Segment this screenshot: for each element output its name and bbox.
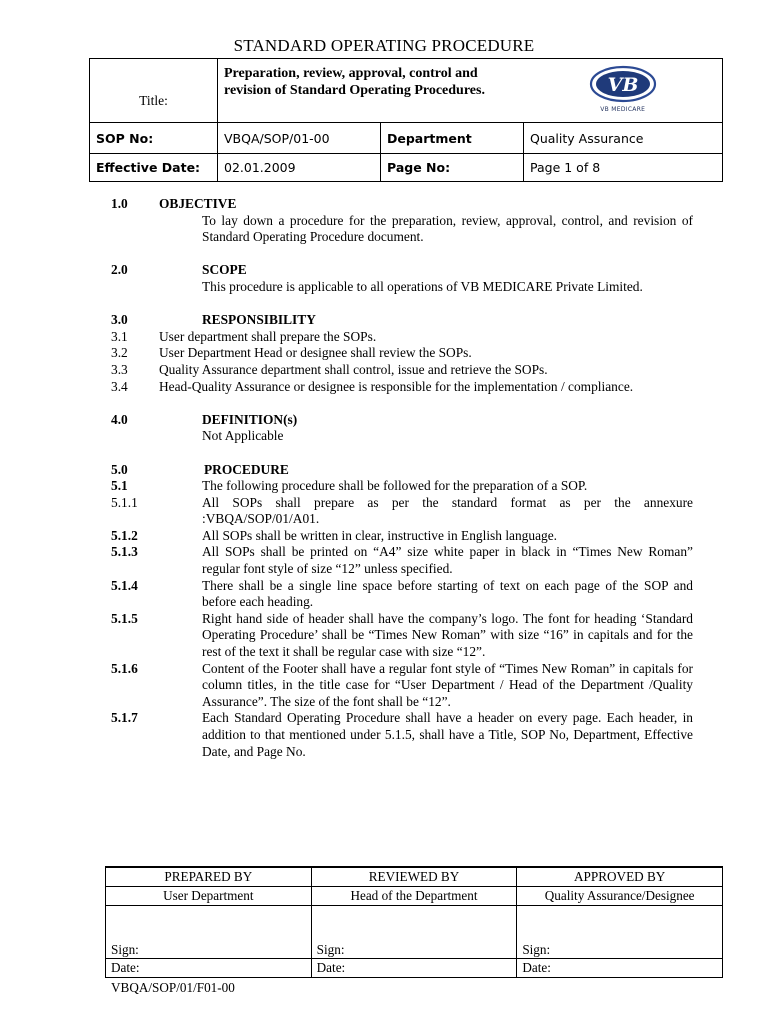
list-item	[111, 578, 693, 611]
list-item	[111, 528, 693, 545]
item-text: All SOPs shall be printed on “A4” size white paper in black in “Times New Roman” regular font style of size “12” unless specified.	[202, 544, 693, 577]
footer-form-code: VBQA/SOP/01/F01-00	[111, 980, 235, 995]
reviewed-by-header: REVIEWED BY	[311, 867, 517, 887]
sop-no-label: SOP No:	[90, 123, 218, 154]
section-title: PROCEDURE	[204, 461, 289, 477]
title-text: Preparation, review, approval, control and revision of Standard Operating Procedures.	[218, 59, 524, 123]
prepared-by-dept: User Department	[106, 887, 312, 906]
objective-text: To lay down a procedure for the preparation, review, approval, control, and revision of Standard Operating Procedure document.	[202, 212, 693, 245]
section-objective-heading	[111, 196, 693, 213]
item-text: Right hand side of header shall have the company’s logo. The font for heading ‘Standard Operating Procedure’ shall be “Times New Roman” with size “16” in capitals and for the rest of the text it shall be regular case with size “12”.	[202, 610, 693, 660]
signoff-table	[105, 866, 723, 978]
item-text: The following procedure shall be followed for the preparation of a SOP.	[202, 478, 588, 494]
approved-date-field: Date:	[517, 959, 723, 978]
prepared-date-field: Date:	[106, 959, 312, 978]
title-label-cell	[90, 59, 218, 123]
approved-by-header: APPROVED BY	[517, 867, 723, 887]
prepared-by-header: PREPARED BY	[106, 867, 312, 887]
item-text: Head-Quality Assurance or designee is responsible for the implementation / compliance.	[159, 378, 634, 394]
list-item	[111, 379, 693, 396]
item-number: 5.1.5	[111, 610, 138, 626]
item-text: Each Standard Operating Procedure shall have a header on every page. Each header, in addition to that mentioned under 5.1.5, shall have a Title, SOP No, Department, Effective Date, and Page No.	[202, 710, 693, 759]
item-number: 5.1.4	[111, 577, 138, 593]
page-no-value: Page 1 of 8	[524, 154, 723, 182]
item-number: 5.1.1	[111, 494, 138, 510]
item-text: There shall be a single line space before starting of text on each page of the SOP and before each heading.	[202, 577, 693, 610]
list-item	[111, 362, 693, 379]
scope-text: This procedure is applicable to all operations of VB MEDICARE Private Limited.	[202, 278, 643, 294]
list-item	[111, 478, 693, 495]
effective-date-label: Effective Date:	[90, 154, 218, 182]
item-number: 5.1.2	[111, 527, 138, 543]
logo-caption: VB MEDICARE	[600, 106, 646, 113]
logo-letters: VB	[607, 74, 639, 96]
approved-by-dept: Quality Assurance/Designee	[517, 887, 723, 906]
section-title: SCOPE	[202, 262, 247, 278]
list-item	[111, 710, 693, 760]
section-number: 3.0	[111, 312, 128, 328]
definitions-text: Not Applicable	[202, 428, 284, 444]
page-no-label: Page No:	[381, 154, 524, 182]
section-scope-heading	[111, 262, 693, 279]
item-text: Content of the Footer shall have a regular font style of “Times New Roman” in capitals for column titles, in the title case for “User Department / Head of the Department /Quality Assurance”. The size of the font shall be “12”.	[202, 660, 693, 709]
item-number: 5.1.7	[111, 710, 138, 726]
item-number: 3.4	[111, 378, 128, 394]
section-number: 4.0	[111, 411, 128, 427]
section-title: OBJECTIVE	[159, 196, 237, 211]
section-number: 1.0	[111, 196, 128, 211]
list-item	[111, 611, 693, 661]
sop-header-table	[89, 58, 723, 182]
section-number: 2.0	[111, 262, 128, 278]
reviewed-date-field: Date:	[311, 959, 517, 978]
section-procedure-heading	[111, 462, 693, 479]
item-text: Quality Assurance department shall control, issue and retrieve the SOPs.	[159, 361, 548, 377]
item-number: 5.1	[111, 478, 128, 494]
section-title: RESPONSIBILITY	[202, 312, 316, 328]
department-label: Department	[381, 123, 524, 154]
item-number: 3.3	[111, 361, 128, 377]
item-text: All SOPs shall prepare as per the standard format as per the annexure :VBQA/SOP/01/A01.	[202, 494, 693, 527]
list-item	[111, 329, 693, 346]
item-text: All SOPs shall be written in clear, instructive in English language.	[202, 527, 557, 543]
section-responsibility-heading	[111, 312, 693, 329]
item-text: User department shall prepare the SOPs.	[159, 328, 377, 344]
sop-no-value: VBQA/SOP/01-00	[218, 123, 381, 154]
company-logo	[581, 65, 665, 111]
item-number: 3.2	[111, 345, 128, 361]
list-item	[111, 544, 693, 577]
section-title: DEFINITION(s)	[202, 411, 298, 427]
item-number: 3.1	[111, 328, 128, 344]
section-number: 5.0	[111, 461, 128, 477]
item-number: 5.1.6	[111, 660, 138, 676]
reviewed-by-dept: Head of the Department	[311, 887, 517, 906]
section-definitions-heading	[111, 412, 693, 429]
department-value: Quality Assurance	[524, 123, 723, 154]
logo-cell	[524, 59, 723, 123]
sop-body	[111, 196, 693, 760]
effective-date-value: 02.01.2009	[218, 154, 381, 182]
approved-sign-field: Sign:	[517, 906, 723, 959]
list-item	[111, 345, 693, 362]
document-heading: STANDARD OPERATING PROCEDURE	[233, 36, 535, 55]
reviewed-sign-field: Sign:	[311, 906, 517, 959]
list-item	[111, 495, 693, 528]
title-label: Title:	[139, 93, 168, 108]
item-number: 5.1.3	[111, 544, 138, 560]
prepared-sign-field: Sign:	[106, 906, 312, 959]
list-item	[111, 661, 693, 711]
item-text: User Department Head or designee shall review the SOPs.	[159, 345, 472, 361]
